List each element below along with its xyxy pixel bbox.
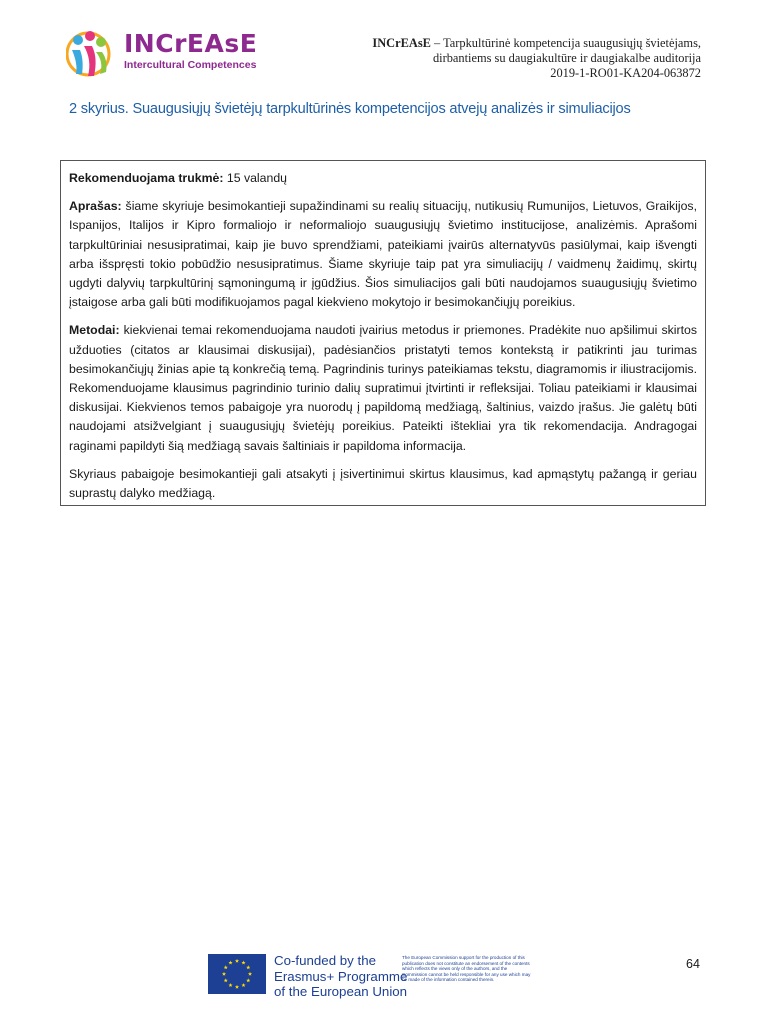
methods-text: kiekvienai temai rekomenduojama naudoti įvairius metodus ir priemones. Pradėkite nuo apšilimui skirtos užduoties (citatos ar klausimai diskusijai), padėsiančios pristatyti temos kontekstą ir patikrinti jau turimas besimokančiųjų žinias apie tą konkrečią temą. Pagrindinis turinys pateikiamas tekstu, diagramomis ir iliustracijomis. Rekomenduojame klausimus pagrindinio turinio dalių supratimui įtvirtinti ir refleksijai. Toliau pateikiami ir klausimai diskusijai. Kiekvienos temos pabaigoje yra nuorodų į papildomą medžiagą, šaltinius, vaizdo įrašus. Jie galėtų būti naudojami atsižvelgiant į suaugusiųjų švietėjų poreikius. Pateikti ištekliai yra tik rekomendacija. Andragogai raginami papildyti šią medžiagą savais šaltiniais ir papildoma informacija. xyxy=(69,323,697,453)
chapter-title: 2 skyrius. Suaugusiųjų švietėjų tarpkultūrinės kompetencijos atvejų analizės ir simuliacijos xyxy=(69,101,631,117)
closing-paragraph: Skyriaus pabaigoje besimokantieji gali atsakyti į įsivertinimui skirtus klausimus, kad apmąstytų pažangą ir geriau suprastų dalyko medžiagą. xyxy=(69,466,697,501)
header-line-2: dirbantiems su daugiakultūre ir daugiakalbe auditorija xyxy=(432,51,701,65)
eu-disclaimer: The European Commission support for the production of this publication does not constitute an endorsement of the contents which reflects the views only of the authors, and the Commission cannot be held responsible for any use which may be made of the information contained therein. xyxy=(402,955,531,983)
description-label: Aprašas: xyxy=(69,199,122,214)
header-project-name: INCrEAsE xyxy=(372,36,431,50)
cofunded-line-2: Erasmus+ Programme xyxy=(274,968,408,984)
methods-paragraph xyxy=(69,321,697,455)
chapter-info-box xyxy=(60,160,706,506)
description-text: šiame skyriuje besimokantieji supažindinami su realių situacijų, nutikusių Rumunijos, Lietuvos, Graikijos, Ispanijos, Italijos ir Kipro formaliojo ir neformaliojo suaugusiųjų švietimo institucijose, analizėmis. Aprašomi tarpkultūriniai nesusipratimai, kaip jie buvo sprendžiami, pateikiami įvairūs alternatyvūs pasiūlymai, kaip išvengti arba išspręsti tokio pobūdžio nesusipratimus. Šiame skyriuje taip pat yra simuliacijų / vaidmenų žaidimų, skirtų ugdyti dalyvių tarpkultūrinį sąmoningumą ir įgūdžius. Šios simuliacijos gali būti naudojamos suaugusiųjų švietimo įstaigose arba gali būti modifikuojamos pagal kiekvieno mokytojo ir besimokančiųjų poreikius. xyxy=(69,199,697,310)
header-line-1 xyxy=(341,36,701,51)
running-header xyxy=(341,36,701,81)
duration-paragraph xyxy=(69,169,697,188)
duration-value: 15 valandų xyxy=(223,171,288,185)
description-paragraph xyxy=(69,197,697,312)
logo-title: INCrEAsE xyxy=(124,29,258,58)
cofunded-text xyxy=(274,953,407,1000)
eu-flag-icon xyxy=(208,954,266,994)
header-project-desc: – Tarpkultūrinė kompetencija suaugusiųjų švietėjams, xyxy=(430,36,701,50)
logo-text xyxy=(124,30,257,71)
cofunded-line-1: Co-funded by the xyxy=(274,953,377,968)
methods-label: Metodai: xyxy=(69,323,120,338)
page-number: 64 xyxy=(686,957,700,971)
cofunded-line-3: of the European Union xyxy=(274,984,408,999)
logo-subtitle: Intercultural Competences xyxy=(124,59,257,71)
header-project-code: 2019-1-RO01-KA204-063872 xyxy=(550,66,701,80)
duration-label: Rekomenduojama trukmė: xyxy=(69,171,224,185)
